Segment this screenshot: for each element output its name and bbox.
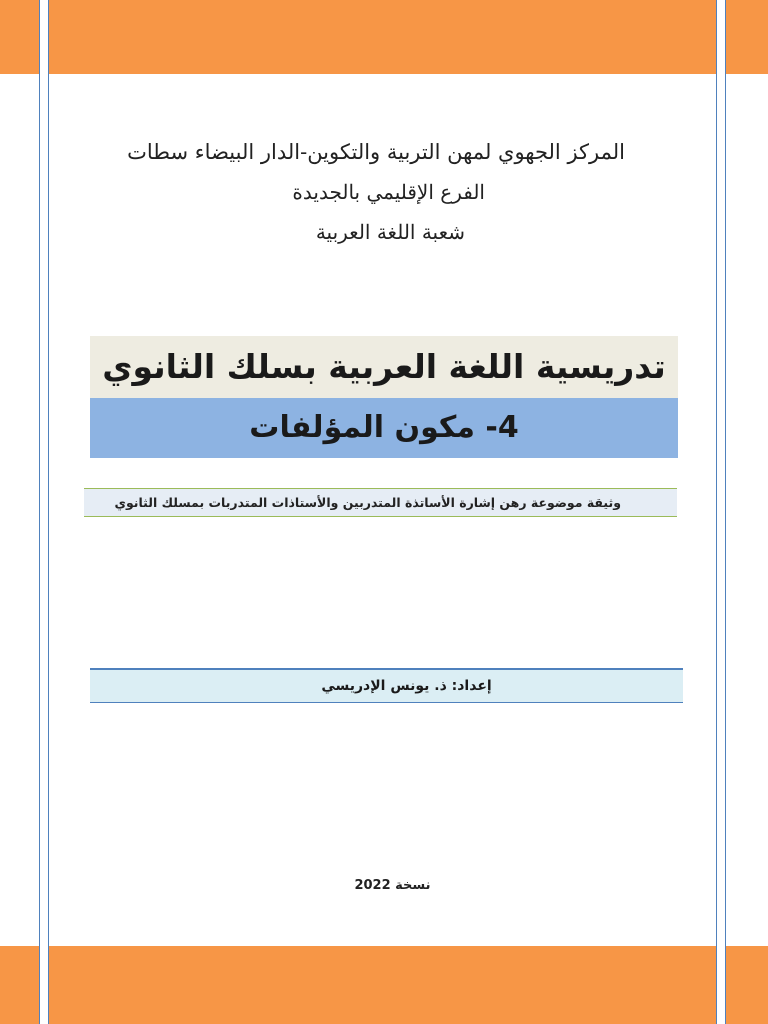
page-content (49, 74, 716, 946)
document-note-box (84, 488, 677, 517)
left-outer-rule (39, 0, 40, 1024)
institution-name: المركز الجهوي لمهن التربية والتكوين-الدار البيضاء سطات (127, 140, 625, 164)
version-line (49, 878, 716, 893)
branch-name: الفرع الإقليمي بالجديدة (292, 180, 485, 204)
author-label: إعداد: ذ. يونس الإدريسي (321, 678, 492, 694)
author-box (90, 668, 683, 703)
title-banner (90, 336, 678, 398)
bottom-orange-band (0, 946, 768, 1024)
document-note: وثيقة موضوعة رهن إشارة الأساتذة المتدربين والأستاذات المتدربات بمسلك الثانوي (114, 495, 621, 510)
department-name: شعبة اللغة العربية (315, 220, 465, 244)
version-label: نسخة 2022 (354, 878, 431, 893)
document-title: تدريسية اللغة العربية بسلك الثانوي (102, 347, 666, 386)
document-subtitle: 4- مكون المؤلفات (249, 410, 519, 445)
right-outer-rule (725, 0, 726, 1024)
subtitle-banner (90, 398, 678, 458)
right-inner-rule (716, 0, 717, 1024)
top-orange-band (0, 0, 768, 74)
